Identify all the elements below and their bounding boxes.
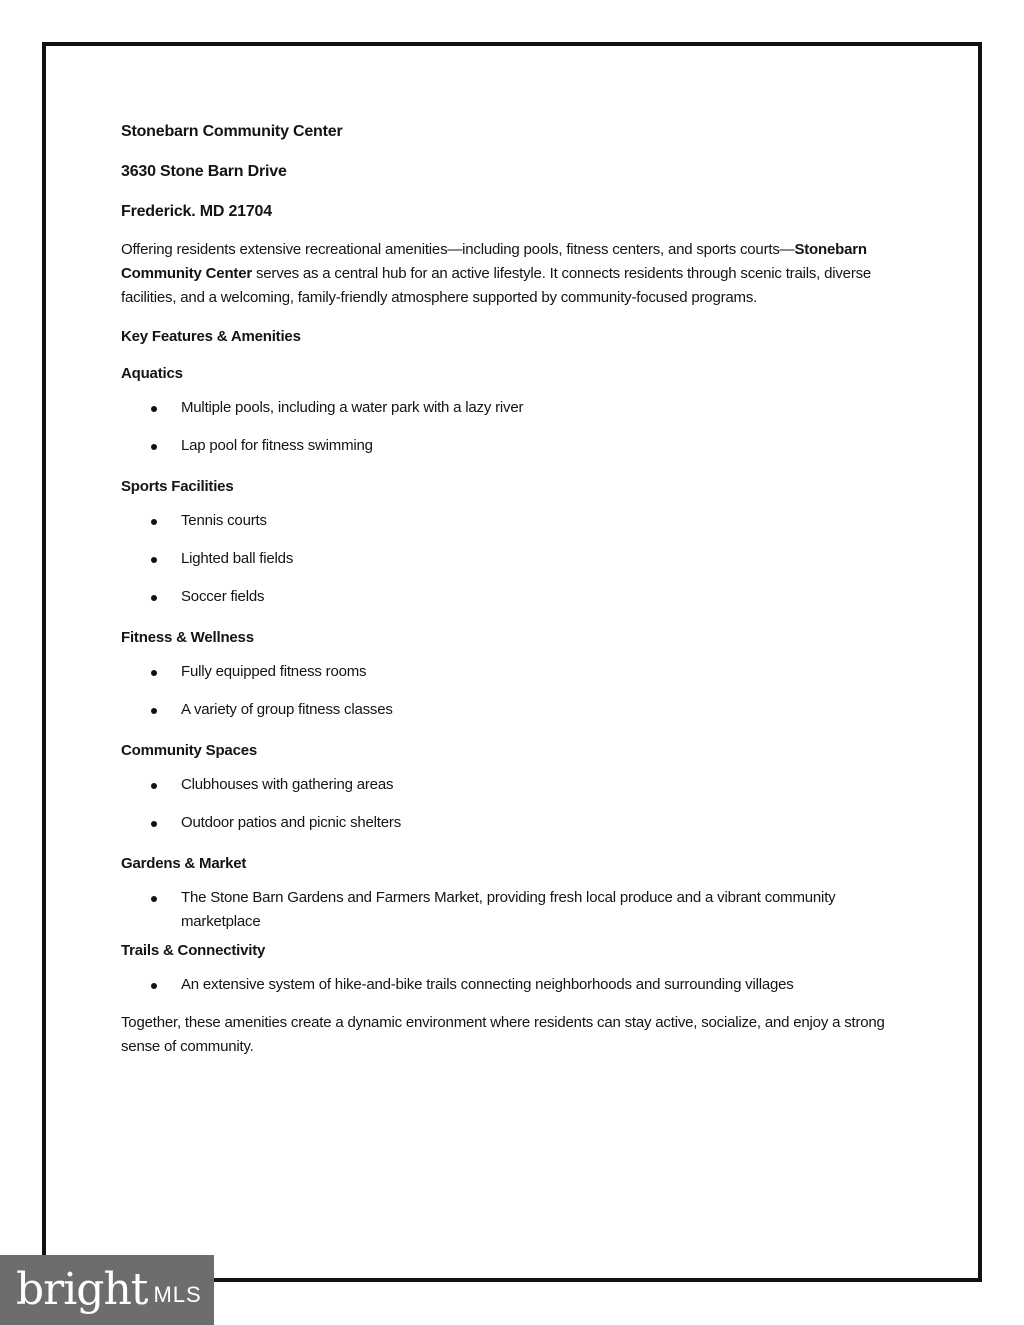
list-item-text: Clubhouses with gathering areas bbox=[181, 776, 394, 793]
section-heading-gardens: Gardens & Market bbox=[121, 855, 247, 872]
fitness-list bbox=[121, 660, 911, 736]
document-body bbox=[121, 118, 911, 1071]
section-heading-trails: Trails & Connectivity bbox=[121, 942, 266, 959]
intro-paragraph bbox=[121, 238, 911, 310]
list-item-text: Tennis courts bbox=[181, 512, 267, 529]
bullet-icon bbox=[151, 557, 157, 563]
bullet-icon bbox=[151, 896, 157, 902]
bullet-icon bbox=[151, 708, 157, 714]
section-heading-community-spaces: Community Spaces bbox=[121, 742, 258, 759]
bullet-icon bbox=[151, 406, 157, 412]
address-city: Frederick. MD 21704 bbox=[121, 203, 272, 220]
community-spaces-list bbox=[121, 773, 911, 849]
list-item-text: Multiple pools, including a water park with a lazy river bbox=[181, 399, 524, 416]
center-name: Stonebarn Community Center bbox=[121, 123, 343, 140]
bullet-icon bbox=[151, 595, 157, 601]
bullet-icon bbox=[151, 783, 157, 789]
list-item-text: A variety of group fitness classes bbox=[181, 701, 393, 718]
bullet-icon bbox=[151, 983, 157, 989]
list-item bbox=[121, 886, 911, 936]
trails-list bbox=[121, 973, 911, 1011]
list-item-text: Fully equipped fitness rooms bbox=[181, 663, 367, 680]
list-item bbox=[121, 434, 911, 472]
list-item-text: Soccer fields bbox=[181, 588, 265, 605]
list-item bbox=[121, 585, 911, 623]
bullet-icon bbox=[151, 821, 157, 827]
bullet-icon bbox=[151, 519, 157, 525]
address-street: 3630 Stone Barn Drive bbox=[121, 163, 287, 180]
list-item bbox=[121, 509, 911, 547]
list-item-text: An extensive system of hike-and-bike trails connecting neighborhoods and surrounding villages bbox=[181, 976, 794, 993]
section-heading-sports: Sports Facilities bbox=[121, 478, 234, 495]
section-heading-fitness: Fitness & Wellness bbox=[121, 629, 254, 646]
bullet-icon bbox=[151, 670, 157, 676]
watermark-suffix: MLS bbox=[153, 1282, 202, 1307]
list-item bbox=[121, 773, 911, 811]
intro-text-start: Offering residents extensive recreational amenities—including pools, fitness centers, and sports courts— bbox=[121, 241, 795, 258]
list-item-text: Lap pool for fitness swimming bbox=[181, 437, 373, 454]
list-item-text: The Stone Barn Gardens and Farmers Market, providing fresh local produce and a vibrant community marketplace bbox=[181, 889, 836, 930]
watermark-brand: bright bbox=[16, 1264, 148, 1315]
list-item-text: Outdoor patios and picnic shelters bbox=[181, 814, 401, 831]
list-item bbox=[121, 973, 911, 1011]
sports-list bbox=[121, 509, 911, 623]
features-heading: Key Features & Amenities bbox=[121, 328, 301, 345]
list-item bbox=[121, 660, 911, 698]
aquatics-list bbox=[121, 396, 911, 472]
bright-mls-watermark bbox=[0, 1255, 214, 1325]
bullet-icon bbox=[151, 444, 157, 450]
closing-paragraph: Together, these amenities create a dynamic environment where residents can stay active, socialize, and enjoy a strong sense of community. bbox=[121, 1014, 885, 1055]
section-heading-aquatics: Aquatics bbox=[121, 365, 183, 382]
list-item bbox=[121, 698, 911, 736]
intro-text-end: serves as a central hub for an active lifestyle. It connects residents through scenic trails, diverse facilities, and a welcoming, family-friendly atmosphere supported by community-focused programs. bbox=[121, 265, 872, 306]
list-item bbox=[121, 811, 911, 849]
list-item bbox=[121, 547, 911, 585]
intro-center-name: Stonebarn Community Center bbox=[121, 241, 867, 282]
list-item-text: Lighted ball fields bbox=[181, 550, 294, 567]
list-item bbox=[121, 396, 911, 434]
gardens-list bbox=[121, 886, 911, 936]
